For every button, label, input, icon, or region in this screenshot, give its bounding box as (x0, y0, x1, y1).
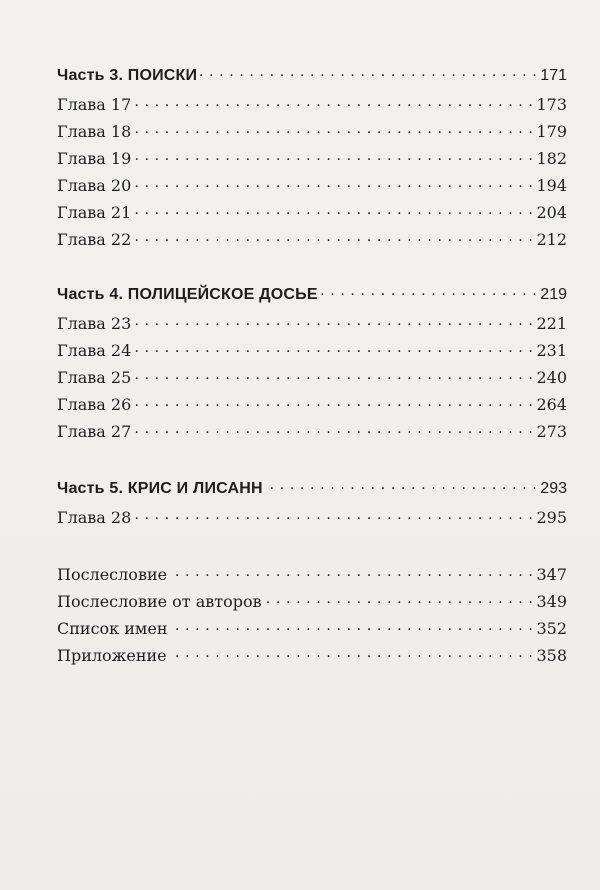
dot-leader (134, 202, 533, 218)
dot-leader (171, 618, 534, 634)
toc-entry-page: 194 (536, 176, 567, 195)
toc-entry-page: 347 (536, 565, 567, 584)
toc-entry-chapter-20 (57, 174, 567, 198)
dot-leader (134, 121, 533, 137)
dot-leader (200, 64, 537, 80)
toc-entry-chapter-25 (57, 366, 567, 390)
toc-entry-page: 179 (536, 122, 567, 141)
toc-entry-title: Глава 22 (57, 230, 132, 249)
toc-entry-part-5 (57, 477, 567, 501)
toc-entry-title: Глава 25 (57, 368, 132, 387)
toc-entry-page: 219 (540, 286, 567, 303)
toc-entry-chapter-17 (57, 93, 567, 117)
toc-entry-appendix (57, 644, 567, 668)
dot-leader (134, 421, 533, 437)
toc-entry-title: Глава 18 (57, 122, 132, 141)
dot-leader (134, 148, 533, 164)
toc-entry-page: 273 (536, 422, 567, 441)
dot-leader (321, 283, 538, 299)
toc-entry-title: Глава 24 (57, 341, 132, 360)
toc-entry-title: Список имен (57, 619, 168, 638)
toc-entry-title: Глава 27 (57, 422, 132, 441)
dot-leader (134, 229, 533, 245)
toc-entry-page: 171 (540, 67, 567, 84)
toc-entry-page: 173 (536, 95, 567, 114)
toc-entry-chapter-28 (57, 506, 567, 530)
toc-entry-part-3 (57, 64, 567, 88)
toc-entry-chapter-21 (57, 201, 567, 225)
dot-leader (134, 175, 533, 191)
toc-entry-chapter-24 (57, 339, 567, 363)
dot-leader (134, 340, 533, 356)
dot-leader (170, 645, 534, 661)
toc-entry-title: Часть 5. КРИС И ЛИСАНН (57, 480, 263, 497)
toc-entry-chapter-26 (57, 393, 567, 417)
dot-leader (134, 367, 533, 383)
toc-entry-page: 349 (536, 592, 567, 611)
toc-entry-chapter-27 (57, 420, 567, 444)
toc-entry-afterword (57, 563, 567, 587)
toc-entry-title: Часть 3. ПОИСКИ (57, 67, 198, 84)
dot-leader (134, 394, 533, 410)
toc-entry-chapter-22 (57, 228, 567, 252)
toc-entry-title: Глава 26 (57, 395, 132, 414)
dot-leader (134, 313, 533, 329)
toc-entry-title: Глава 28 (57, 508, 132, 527)
dot-leader (265, 591, 534, 607)
toc-entry-name-list (57, 617, 567, 641)
toc-entry-authors-afterword (57, 590, 567, 614)
toc-entry-page: 240 (536, 368, 567, 387)
toc-entry-page: 212 (536, 230, 567, 249)
toc-entry-chapter-23 (57, 312, 567, 336)
dot-leader (134, 94, 533, 110)
toc-entry-page: 204 (536, 203, 567, 222)
toc-entry-part-4 (57, 283, 567, 307)
toc-entry-page: 352 (536, 619, 567, 638)
toc-entry-page: 358 (536, 646, 567, 665)
toc-entry-title: Послесловие от авторов (57, 592, 262, 611)
toc-entry-chapter-19 (57, 147, 567, 171)
toc-entry-chapter-18 (57, 120, 567, 144)
toc-entry-title: Глава 20 (57, 176, 132, 195)
dot-leader (170, 564, 533, 580)
toc-entry-title: Глава 19 (57, 149, 132, 168)
toc-entry-page: 182 (536, 149, 567, 168)
toc-entry-page: 293 (540, 480, 567, 497)
toc-entry-title: Послесловие (57, 565, 168, 584)
toc-entry-title: Часть 4. ПОЛИЦЕЙСКОЕ ДОСЬЕ (57, 286, 318, 303)
toc-entry-page: 264 (536, 395, 567, 414)
toc-entry-title: Приложение (57, 646, 167, 665)
dot-leader (134, 507, 533, 523)
toc-entry-title: Глава 21 (57, 203, 132, 222)
toc-entry-page: 231 (536, 341, 567, 360)
toc-entry-page: 221 (536, 314, 567, 333)
dot-leader (266, 477, 538, 493)
toc-entry-title: Глава 17 (57, 95, 132, 114)
toc-entry-page: 295 (536, 508, 567, 527)
toc-entry-title: Глава 23 (57, 314, 132, 333)
